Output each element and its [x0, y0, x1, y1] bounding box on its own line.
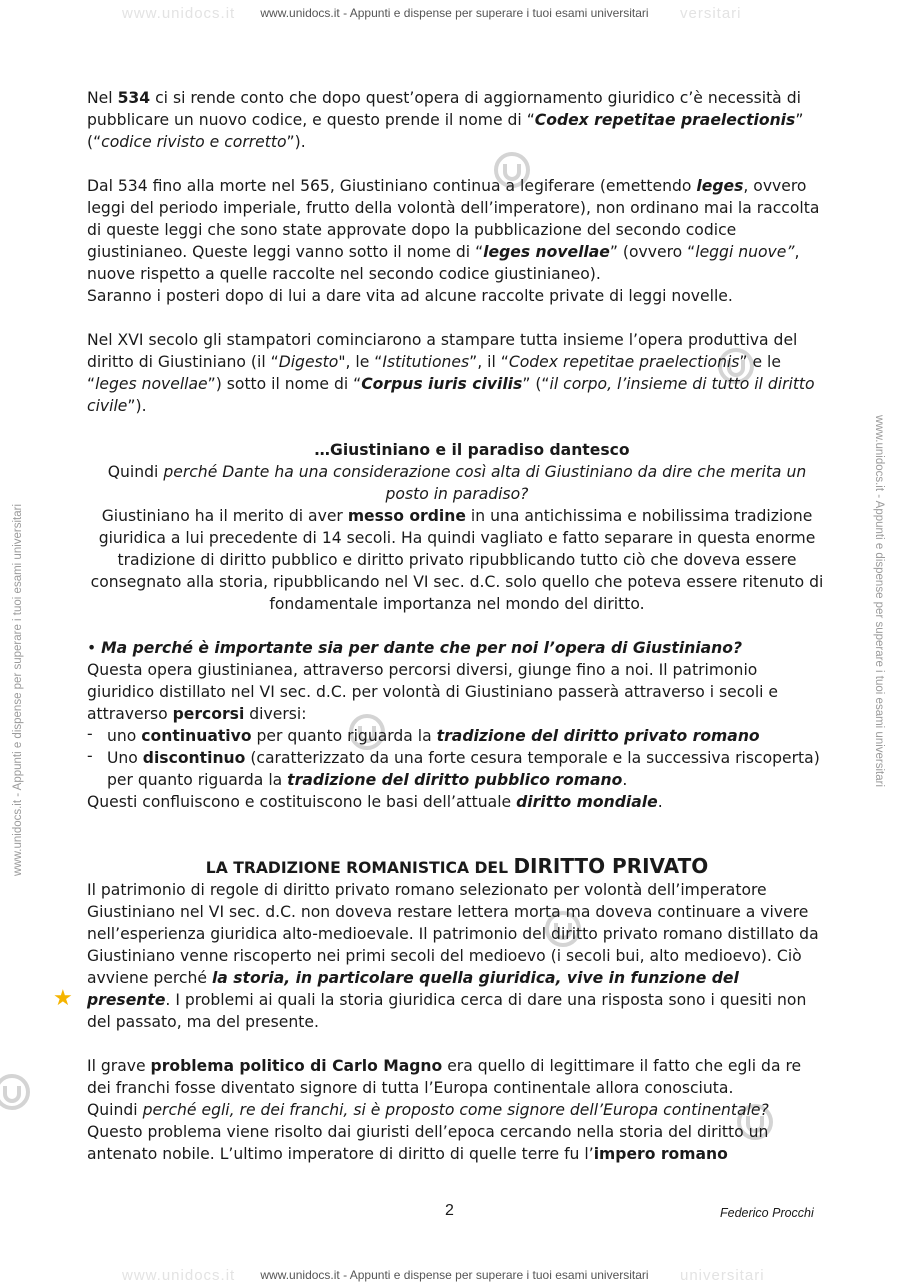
header-ghost-right: versitari — [680, 5, 742, 22]
paragraph-carlo-magno: Il grave problema politico di Carlo Magno era quello di legittimare il fatto che egli da re dei franchi fosse diventato signore di tutta l’Europa continentale allora conosciuta. Quindi perché egli, re dei franchi, si è proposto come signore dell’Europa continentale? Questo problema viene risolto dai giuristi dell’epoca cercando nella storia del diritto un antenato nobile. L’ultimo imperatore di diritto di quelle terre fu l’impero romano — [87, 1057, 802, 1163]
footer-watermark — [0, 1265, 909, 1285]
paragraph-leges-novellae: Dal 534 fino alla morte nel 565, Giustiniano continua a legiferare (emettendo leges, ovvero leggi del periodo imperiale, frutto della volontà dell’imperatore), non ordinano mai la raccolta di queste leggi che sono state approvate dopo la pubblicazione del secondo codice giustinianeo. Queste leggi vanno sotto il nome di “leges novellae” (ovvero “leggi nuove”, nuove rispetto a quelle raccolte nel secondo codice giustinianeo). Saranno i posteri dopo di lui a dare vita ad alcune raccolte private di leggi novelle. — [87, 177, 820, 305]
section-heading: LA TRADIZIONE ROMANISTICA DEL DIRITTO PRIVATO — [205, 854, 709, 878]
list-item: - uno continuativo per quanto riguarda la tradizione del diritto privato romano — [87, 725, 827, 747]
paragraph-patrimonio: Il patrimonio di regole di diritto privato romano selezionato per volontà dell’imperatore Giustiniano nel VI sec. d.C. non doveva restare lettera morta ma doveva continuare a vivere nell’esperienza giuridica alto-medioevale. Il patrimonio del diritto privato romano distillato da Giustiniano venne riscoperto nei primi secoli del medioevo (i secoli bui, alto medioevo). Ciò avviene perché la storia, in particolare quella giuridica, vive in funzione del presente. I problemi ai quali la storia giuridica cerca di dare una risposta sono i quesiti non del passato, ma del presente. — [87, 881, 819, 1031]
left-side-watermark: www.unidocs.it - Appunti e dispense per superare i tuoi esami universitari — [12, 503, 24, 876]
footer-ghost-right: universitari — [680, 1267, 765, 1284]
header-watermark — [0, 3, 909, 23]
paragraph-percorsi: Questa opera giustinianea, attraverso percorsi diversi, giunge fino a noi. Il patrimonio giuridico distillato nel VI sec. d.C. per volontà di Giustiniano passerà attraverso i secoli e attraverso percorsi diversi: — [87, 661, 779, 723]
percorsi-list — [87, 725, 827, 791]
dante-question: Quindi perché Dante ha una considerazione così alta di Giustiniano da dire che merita un posto in paradiso? — [107, 463, 807, 503]
paragraph-codex: Nel 534 ci si rende conto che dopo quest’opera di aggiornamento giuridico c’è necessità di pubblicare un nuovo codice, e questo prende il nome di “Codex repetitae praelectionis” (“codice rivisto e corretto”). — [87, 89, 804, 151]
unidocs-logo-icon — [0, 1072, 32, 1112]
header-watermark-text: www.unidocs.it - Appunti e dispense per superare i tuoi esami universitari — [260, 6, 649, 20]
page-number: 2 — [445, 1202, 454, 1219]
dante-title: …Giustiniano e il paradiso dantesco — [314, 441, 630, 459]
author-name: Federico Procchi — [720, 1206, 814, 1220]
document-body — [87, 87, 827, 1165]
right-side-watermark: www.unidocs.it - Appunti e dispense per superare i tuoi esami universitari — [873, 415, 885, 788]
list-item: - Uno discontinuo (caratterizzato da una forte cesura temporale e la successiva riscoperta) per quanto riguarda la tradizione del diritto pubblico romano. — [87, 747, 827, 791]
footer-ghost-left: www.unidocs.it — [122, 1267, 236, 1284]
star-icon: ★ — [53, 986, 73, 1011]
dante-answer: Giustiniano ha il merito di aver messo ordine in una antichissima e nobilissima tradizione giuridica a lui precedente di 14 secoli. Ha quindi vagliato e fatto separare in questa enorme tradizione di diritto pubblico e diritto privato ripubblicando tutto ciò che doveva essere consegnato alla storia, ripubblicando nel VI sec. d.C. solo quello che poteva essere ritenuto di fondamentale importanza nel mondo del diritto. — [90, 507, 824, 613]
paragraph-corpus-iuris: Nel XVI secolo gli stampatori cominciarono a stampare tutta insieme l’opera produttiva del diritto di Giustiniano (il “Digesto", le “Istitutiones”, il “Codex repetitae praelectionis” e le “leges novellae”) sotto il nome di “Corpus iuris civilis” (“il corpo, l’insieme di tutto il diritto civile”). — [87, 331, 815, 415]
dante-section — [87, 439, 827, 615]
header-ghost-left: www.unidocs.it — [122, 5, 236, 22]
importance-question: • Ma perché è importante sia per dante che per noi l’opera di Giustiniano? — [87, 639, 743, 657]
paragraph-diritto-mondiale: Questi confluiscono e costituiscono le basi dell’attuale diritto mondiale. — [87, 793, 663, 811]
footer-watermark-text: www.unidocs.it - Appunti e dispense per superare i tuoi esami universitari — [260, 1268, 649, 1282]
